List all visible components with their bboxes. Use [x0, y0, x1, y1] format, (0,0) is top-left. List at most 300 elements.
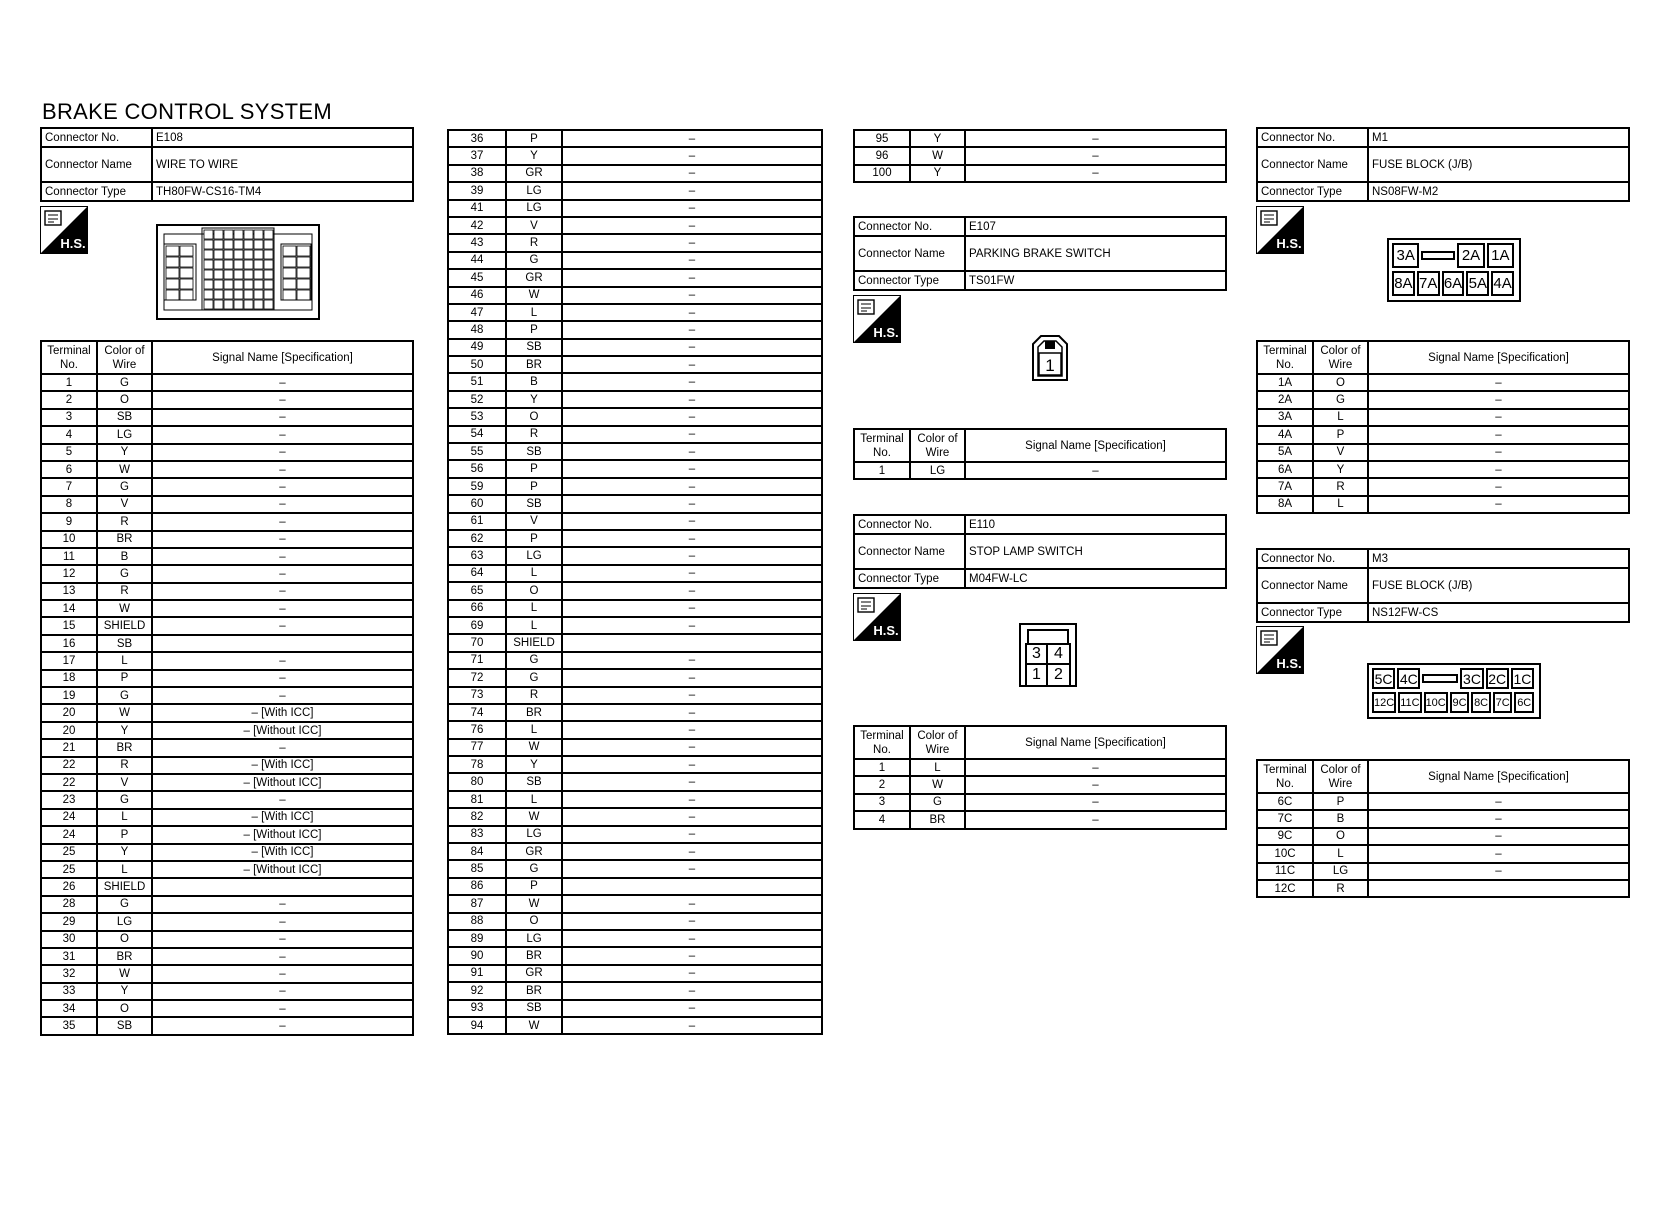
signal-name-cell: –: [562, 565, 822, 582]
terminal-no-cell: 83: [448, 826, 506, 843]
wire-color-cell: Y: [97, 722, 152, 739]
table-row: [41, 391, 413, 408]
wire-color-cell: SHIELD: [506, 634, 562, 651]
table-row: [41, 965, 413, 982]
signal-name-cell: –: [562, 652, 822, 669]
terminal-no-cell: 53: [448, 408, 506, 425]
terminal-no-cell: 95: [854, 130, 910, 147]
table-row: [41, 983, 413, 1000]
pin-cell: 1C: [1511, 668, 1534, 689]
terminal-no-cell: 84: [448, 843, 506, 860]
signal-name-cell: –: [965, 130, 1226, 147]
page-title: BRAKE CONTROL SYSTEM: [42, 99, 333, 124]
table-row: [448, 565, 822, 582]
signal-name-cell: – [With ICC]: [152, 809, 413, 826]
terminal-no-cell: 7A: [1257, 478, 1313, 495]
signal-name-cell: –: [562, 356, 822, 373]
terminal-no-cell: 4A: [1257, 426, 1313, 443]
wire-color-cell: LG: [506, 547, 562, 564]
connector-pin: [214, 300, 223, 309]
terminal-no-cell: 85: [448, 860, 506, 877]
key-slot: [1422, 668, 1458, 689]
hs-icon: [853, 295, 901, 343]
terminal-no-cell: 3A: [1257, 409, 1313, 426]
wire-color-cell: P: [506, 321, 562, 338]
connector-no-value: E110: [965, 515, 1226, 534]
terminal-no-cell: 30: [41, 931, 97, 948]
pin-cell: 12C: [1372, 692, 1396, 713]
terminal-no-header: Terminal No.: [854, 726, 910, 759]
terminal-no-cell: 29: [41, 913, 97, 930]
e107-pin-label: 1: [1045, 356, 1055, 375]
terminal-no-cell: 96: [854, 147, 910, 164]
signal-name-cell: –: [562, 321, 822, 338]
table-row: [448, 634, 822, 651]
m3-header: [1256, 548, 1630, 623]
hs-icon: [1256, 626, 1304, 674]
wire-color-cell: L: [97, 652, 152, 669]
table-row: [448, 513, 822, 530]
terminal-no-cell: 48: [448, 321, 506, 338]
connector-type-label: Connector Type: [1257, 182, 1368, 201]
signal-name-cell: –: [562, 1000, 822, 1017]
terminal-no-cell: 90: [448, 947, 506, 964]
wire-color-cell: L: [1313, 845, 1368, 862]
terminal-no-cell: 24: [41, 809, 97, 826]
connector-pin: [214, 270, 223, 279]
table-row: [41, 426, 413, 443]
terminal-no-cell: 77: [448, 739, 506, 756]
terminal-no-cell: 5: [41, 444, 97, 461]
terminal-no-cell: 3: [854, 794, 910, 811]
signal-name-cell: –: [1368, 828, 1629, 845]
connector-pin: [166, 268, 179, 278]
terminal-no-cell: 13: [41, 583, 97, 600]
wire-color-cell: BR: [506, 356, 562, 373]
terminal-no-cell: 9C: [1257, 828, 1313, 845]
table-row: [1257, 845, 1629, 862]
signal-name-cell: – [Without ICC]: [152, 826, 413, 843]
table-row: [41, 531, 413, 548]
signal-name-cell: –: [152, 565, 413, 582]
wire-color-cell: B: [97, 548, 152, 565]
wire-color-cell: LG: [97, 426, 152, 443]
terminal-no-cell: 16: [41, 635, 97, 652]
connector-pin: [283, 268, 296, 278]
wire-color-cell: O: [506, 582, 562, 599]
signal-name-cell: –: [1368, 461, 1629, 478]
table-row: [854, 776, 1226, 793]
table-row: [448, 739, 822, 756]
signal-name-cell: –: [562, 773, 822, 790]
e110-pin-1: 1: [1027, 665, 1048, 685]
wire-color-cell: Y: [910, 165, 965, 182]
table-row: [41, 565, 413, 582]
table-row: [448, 982, 822, 999]
wire-color-cell: P: [506, 460, 562, 477]
connector-no-label: Connector No.: [1257, 549, 1368, 568]
signal-name-cell: –: [1368, 444, 1629, 461]
connector-pin: [180, 268, 193, 278]
signal-name-cell: –: [562, 147, 822, 164]
signal-name-cell: –: [562, 704, 822, 721]
table-row: [448, 860, 822, 877]
terminal-no-cell: 2: [854, 776, 910, 793]
signal-name-cell: –: [152, 983, 413, 1000]
connector-name-label: Connector Name: [1257, 147, 1368, 182]
signal-name-cell: –: [152, 444, 413, 461]
e107-header: [853, 216, 1227, 291]
e107-pin-table: [853, 428, 1227, 480]
connector-pin: [234, 260, 243, 269]
wire-color-cell: L: [1313, 496, 1368, 513]
wire-color-cell: W: [506, 1017, 562, 1034]
table-row: [448, 687, 822, 704]
connector-name-value: FUSE BLOCK (J/B): [1368, 568, 1629, 603]
signal-name-cell: –: [562, 1017, 822, 1034]
table-row: [41, 548, 413, 565]
wire-color-cell: R: [506, 234, 562, 251]
connector-pin: [234, 270, 243, 279]
wire-color-cell: G: [97, 896, 152, 913]
terminal-no-cell: 11C: [1257, 863, 1313, 880]
terminal-no-cell: 35: [41, 1017, 97, 1034]
signal-name-cell: –: [965, 462, 1226, 479]
wire-color-cell: BR: [97, 948, 152, 965]
color-of-wire-header: Color of Wire: [1313, 341, 1368, 374]
connector-pin: [166, 257, 179, 267]
hs-icon: [1256, 206, 1304, 254]
table-row: [1257, 478, 1629, 495]
signal-name-cell: –: [152, 531, 413, 548]
signal-name-cell: –: [152, 931, 413, 948]
connector-pin: [244, 260, 253, 269]
wire-color-cell: O: [506, 913, 562, 930]
table-row: [1257, 810, 1629, 827]
m1-connector-diagram: [1387, 238, 1521, 302]
table-row: [41, 670, 413, 687]
table-row: [41, 1000, 413, 1017]
signal-name-cell: –: [562, 408, 822, 425]
terminal-no-cell: 9: [41, 513, 97, 530]
table-row: [448, 756, 822, 773]
connector-pin: [264, 290, 273, 299]
connector-type-value: TS01FW: [965, 271, 1226, 290]
terminal-no-cell: 18: [41, 670, 97, 687]
terminal-no-cell: 6: [41, 461, 97, 478]
wire-color-cell: GR: [506, 269, 562, 286]
terminal-no-cell: 26: [41, 878, 97, 895]
table-row: [41, 844, 413, 861]
signal-name-header: Signal Name [Specification]: [1368, 341, 1629, 374]
wire-color-cell: Y: [1313, 461, 1368, 478]
terminal-no-cell: 94: [448, 1017, 506, 1034]
color-of-wire-header: Color of Wire: [910, 726, 965, 759]
wire-color-cell: R: [506, 687, 562, 704]
wire-color-cell: LG: [1313, 863, 1368, 880]
wire-color-cell: G: [97, 478, 152, 495]
e108-pin-table-3: [853, 129, 1227, 183]
terminal-no-cell: 82: [448, 808, 506, 825]
table-row: [448, 217, 822, 234]
connector-pin: [254, 300, 263, 309]
signal-name-cell: –: [152, 548, 413, 565]
wire-color-cell: O: [1313, 374, 1368, 391]
table-row: [41, 791, 413, 808]
wire-color-cell: R: [97, 513, 152, 530]
wire-color-cell: W: [97, 461, 152, 478]
signal-name-cell: –: [965, 165, 1226, 182]
pin-cell: 9C: [1450, 692, 1470, 713]
signal-name-cell: –: [562, 269, 822, 286]
connector-pin: [234, 280, 243, 289]
table-row: [41, 374, 413, 391]
table-row: [448, 443, 822, 460]
signal-name-cell: –: [562, 460, 822, 477]
signal-name-cell: –: [562, 339, 822, 356]
terminal-no-header: Terminal No.: [1257, 341, 1313, 374]
table-row: [854, 462, 1226, 479]
signal-name-cell: –: [562, 495, 822, 512]
signal-name-cell: –: [152, 600, 413, 617]
wire-color-cell: W: [910, 776, 965, 793]
m1-pin-table: [1256, 340, 1630, 514]
terminal-no-cell: 41: [448, 200, 506, 217]
connector-type-value: NS12FW-CS: [1368, 603, 1629, 622]
terminal-no-cell: 88: [448, 913, 506, 930]
e107-connector-diagram: [1030, 334, 1070, 382]
terminal-no-cell: 1: [854, 462, 910, 479]
table-row: [448, 947, 822, 964]
connector-pin: [244, 240, 253, 249]
table-row: [41, 774, 413, 791]
terminal-no-cell: 73: [448, 687, 506, 704]
wire-color-cell: Y: [97, 983, 152, 1000]
signal-name-cell: –: [562, 895, 822, 912]
table-row: [41, 461, 413, 478]
connector-pin: [234, 290, 243, 299]
table-row: [854, 794, 1226, 811]
connector-pin: [254, 280, 263, 289]
signal-name-cell: –: [562, 287, 822, 304]
table-row: [448, 791, 822, 808]
signal-name-cell: –: [562, 982, 822, 999]
table-row: [448, 913, 822, 930]
signal-name-cell: –: [1368, 793, 1629, 810]
wire-color-cell: Y: [506, 147, 562, 164]
table-row: [448, 269, 822, 286]
terminal-no-cell: 36: [448, 130, 506, 147]
terminal-no-cell: 45: [448, 269, 506, 286]
table-row: [448, 339, 822, 356]
signal-name-cell: –: [562, 200, 822, 217]
signal-name-cell: –: [1368, 496, 1629, 513]
table-row: [41, 809, 413, 826]
signal-name-cell: –: [152, 652, 413, 669]
terminal-no-cell: 10: [41, 531, 97, 548]
terminal-no-header: Terminal No.: [854, 429, 910, 462]
terminal-no-cell: 93: [448, 1000, 506, 1017]
table-row: [448, 373, 822, 390]
terminal-no-header: Terminal No.: [41, 341, 97, 374]
table-row: [41, 757, 413, 774]
terminal-no-cell: 63: [448, 547, 506, 564]
pin-cell: 6C: [1514, 692, 1534, 713]
m3-connector-diagram: [1367, 663, 1541, 719]
connector-pin: [234, 240, 243, 249]
table-row: [41, 617, 413, 634]
e110-pin-4: 4: [1048, 645, 1069, 665]
table-row: [448, 391, 822, 408]
table-row: [448, 965, 822, 982]
terminal-no-cell: 55: [448, 443, 506, 460]
signal-name-cell: –: [152, 583, 413, 600]
connector-type-label: Connector Type: [854, 569, 965, 588]
connector-pin: [297, 246, 310, 256]
connector-pin: [224, 230, 233, 239]
connector-pin: [283, 279, 296, 289]
table-row: [448, 1000, 822, 1017]
signal-name-cell: –: [562, 843, 822, 860]
terminal-no-cell: 8: [41, 496, 97, 513]
table-row: [448, 426, 822, 443]
connector-no-label: Connector No.: [41, 128, 152, 147]
connector-type-value: TH80FW-CS16-TM4: [152, 182, 413, 201]
wire-color-cell: BR: [97, 739, 152, 756]
terminal-no-cell: 1: [41, 374, 97, 391]
wire-color-cell: L: [506, 791, 562, 808]
table-row: [448, 600, 822, 617]
terminal-no-cell: 25: [41, 844, 97, 861]
terminal-no-cell: 5A: [1257, 444, 1313, 461]
connector-pin: [166, 279, 179, 289]
connector-pin: [234, 300, 243, 309]
connector-pin: [264, 230, 273, 239]
table-row: [448, 182, 822, 199]
table-row: [448, 704, 822, 721]
connector-pin: [180, 257, 193, 267]
signal-name-cell: [152, 878, 413, 895]
signal-name-cell: –: [152, 965, 413, 982]
wire-color-cell: W: [910, 147, 965, 164]
pin-cell: 3C: [1460, 668, 1483, 689]
wire-color-cell: R: [506, 426, 562, 443]
e110-header: [853, 514, 1227, 589]
terminal-no-cell: 15: [41, 617, 97, 634]
terminal-no-cell: 46: [448, 287, 506, 304]
signal-name-cell: [1368, 880, 1629, 897]
signal-name-cell: –: [562, 217, 822, 234]
wire-color-cell: L: [506, 565, 562, 582]
connector-pin: [244, 270, 253, 279]
wire-color-cell: L: [506, 617, 562, 634]
connector-pin: [214, 260, 223, 269]
color-of-wire-header: Color of Wire: [1313, 760, 1368, 793]
wire-color-cell: L: [506, 304, 562, 321]
hs-badge-label: H.S.: [1276, 236, 1302, 251]
connector-pin: [204, 280, 213, 289]
wire-color-cell: LG: [910, 462, 965, 479]
connector-name-value: WIRE TO WIRE: [152, 147, 413, 182]
table-row: [854, 147, 1226, 164]
connector-pin: [166, 290, 179, 300]
terminal-no-cell: 59: [448, 478, 506, 495]
connector-pin: [204, 240, 213, 249]
table-row: [448, 287, 822, 304]
connector-pin: [214, 280, 223, 289]
terminal-no-cell: 1: [854, 759, 910, 776]
connector-pin: [224, 240, 233, 249]
table-row: [448, 617, 822, 634]
terminal-no-cell: 56: [448, 460, 506, 477]
connector-pin: [204, 300, 213, 309]
wire-color-cell: BR: [97, 531, 152, 548]
signal-name-cell: –: [562, 130, 822, 147]
table-row: [448, 1017, 822, 1034]
terminal-no-cell: 76: [448, 721, 506, 738]
signal-name-cell: – [Without ICC]: [152, 774, 413, 791]
table-row: [448, 878, 822, 895]
terminal-no-cell: 8A: [1257, 496, 1313, 513]
table-row: [1257, 391, 1629, 408]
pin-cell: 4C: [1397, 668, 1420, 689]
connector-pin: [224, 250, 233, 259]
wire-color-cell: G: [506, 652, 562, 669]
connector-pin: [254, 240, 263, 249]
terminal-no-cell: 23: [41, 791, 97, 808]
signal-name-cell: [562, 634, 822, 651]
signal-name-cell: –: [1368, 426, 1629, 443]
terminal-no-cell: 12: [41, 565, 97, 582]
terminal-no-cell: 33: [41, 983, 97, 1000]
signal-name-cell: –: [152, 670, 413, 687]
pin-cell: 7C: [1493, 692, 1513, 713]
table-row: [41, 931, 413, 948]
connector-pin: [297, 279, 310, 289]
wire-color-cell: LG: [506, 200, 562, 217]
table-row: [448, 652, 822, 669]
wire-color-cell: GR: [506, 965, 562, 982]
terminal-no-cell: 51: [448, 373, 506, 390]
signal-name-cell: –: [562, 373, 822, 390]
hs-icon: [40, 206, 88, 254]
wire-color-cell: SB: [506, 339, 562, 356]
connector-pin: [204, 250, 213, 259]
table-row: [448, 808, 822, 825]
wire-color-cell: SB: [97, 1017, 152, 1034]
terminal-no-cell: 7C: [1257, 810, 1313, 827]
terminal-no-cell: 22: [41, 774, 97, 791]
signal-name-cell: –: [965, 811, 1226, 828]
e110-connector-diagram: [1019, 623, 1077, 687]
table-row: [41, 878, 413, 895]
terminal-no-cell: 81: [448, 791, 506, 808]
terminal-no-cell: 10C: [1257, 845, 1313, 862]
terminal-no-cell: 62: [448, 530, 506, 547]
signal-name-cell: –: [562, 617, 822, 634]
terminal-no-cell: 91: [448, 965, 506, 982]
signal-name-cell: –: [562, 582, 822, 599]
table-row: [448, 530, 822, 547]
table-row: [41, 722, 413, 739]
signal-name-cell: –: [562, 947, 822, 964]
signal-name-cell: –: [1368, 478, 1629, 495]
table-row: [41, 409, 413, 426]
wire-color-cell: L: [1313, 409, 1368, 426]
connector-pin: [204, 290, 213, 299]
table-row: [448, 200, 822, 217]
signal-name-cell: –: [562, 530, 822, 547]
